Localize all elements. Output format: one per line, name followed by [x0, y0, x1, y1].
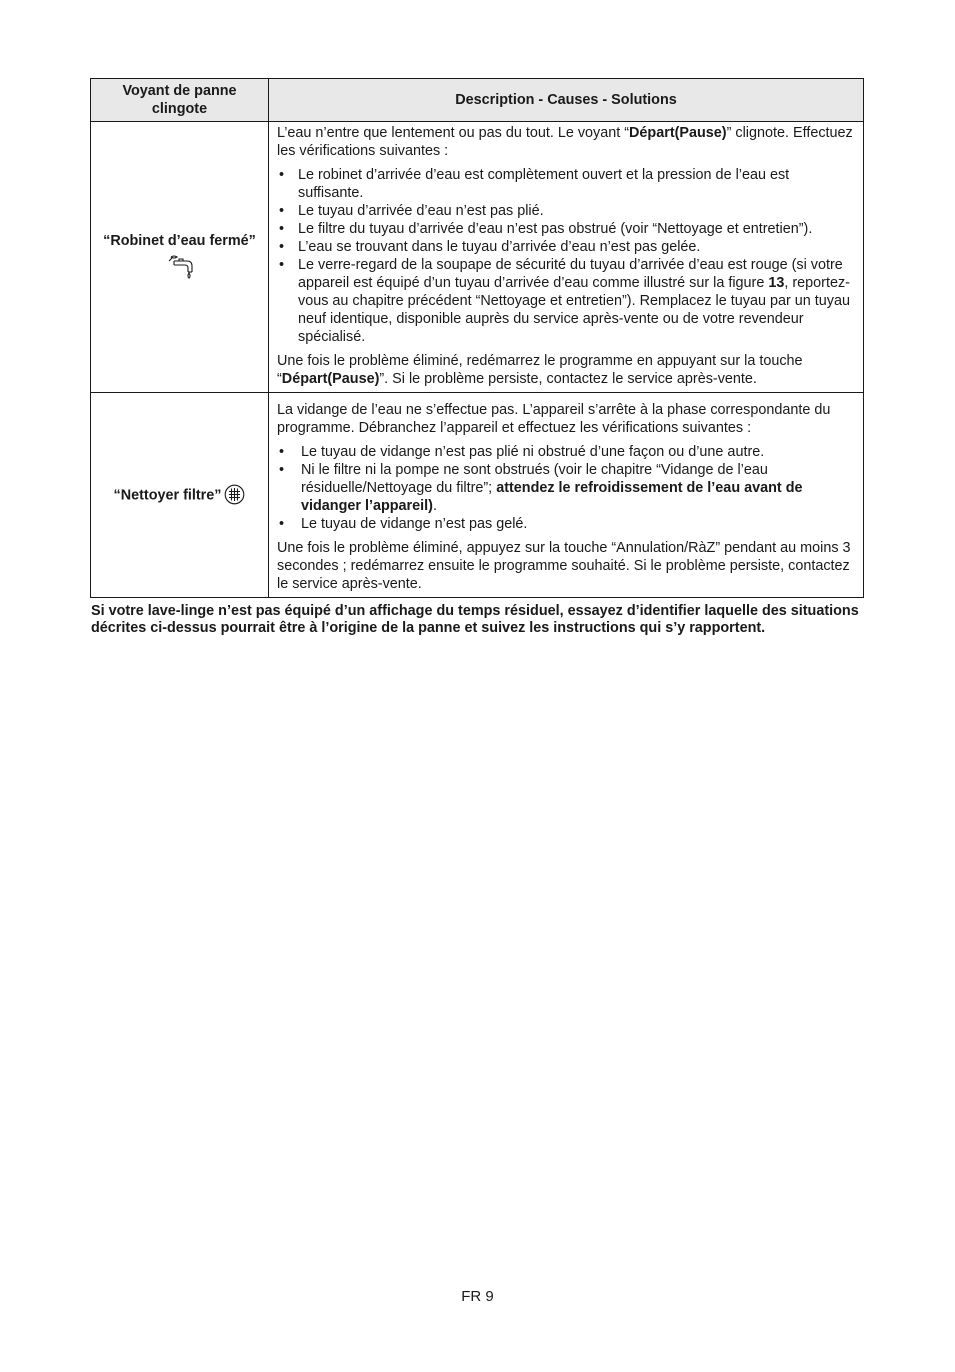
list-item: • Le tuyau d’arrivée d’eau n’est pas plié.: [277, 202, 857, 220]
list-item: • Le filtre du tuyau d’arrivée d’eau n’est pas obstrué (voir “Nettoyage et entretien”).: [277, 220, 857, 238]
list-item: • Ni le filtre ni la pompe ne sont obstrués (voir le chapitre “Vidange de l’eau résiduelle/Nettoyage du filtre”; attendez le refroidissement de l’eau avant de vidanger l’appareil).: [277, 461, 857, 515]
table-header-row: [91, 79, 864, 122]
table-row: [91, 393, 864, 598]
check-list: [277, 443, 857, 533]
page-number: FR 9: [461, 1288, 494, 1305]
description-outro: Une fois le problème éliminé, redémarrez le programme en appuyant sur la touche “Départ(Pause)”. Si le problème persiste, contactez le service après-vente.: [277, 353, 803, 387]
faucet-icon: [165, 254, 195, 282]
description-intro: L’eau n’entre que lentement ou pas du tout. Le voyant “Départ(Pause)” clignote. Effectuez les vérifications suivantes :: [277, 125, 853, 159]
footnote: Si votre lave-linge n’est pas équipé d’un affichage du temps résiduel, essayez d’identifier laquelle des situations décrites ci-dessus pourrait être à l’origine de la panne et suivez les instructions qui s’y rapportent.: [91, 603, 859, 636]
filter-icon: [224, 484, 245, 505]
description-intro: La vidange de l’eau ne s’effectue pas. L’appareil s’arrête à la phase correspondante du programme. Débranchez l’appareil et effectuez les vérifications suivantes :: [277, 402, 831, 436]
list-item: • Le verre-regard de la soupape de sécurité du tuyau d’arrivée d’eau est rouge (si votre appareil est équipé d’un tuyau d’arrivée d’eau comme illustré sur la figure 13, reportez-vous au chapitre précédent “Nettoyage et entretien”). Remplacez le tuyau par un tuyau neuf identique, disponible auprès du service après-vente ou de votre revendeur spécialisé.: [277, 256, 857, 346]
table-row: [91, 122, 864, 393]
header-indicator: Voyant de panne clingote: [91, 79, 269, 122]
row-description-tap-closed: [269, 122, 864, 393]
indicator-label: “Nettoyer filtre”: [113, 486, 222, 503]
list-item: • Le tuyau de vidange n’est pas plié ni obstrué d’une façon ou d’une autre.: [277, 443, 857, 461]
row-indicator-tap-closed: [91, 122, 269, 393]
row-description-clean-filter: [269, 393, 864, 598]
header-description: Description - Causes - Solutions: [269, 79, 864, 122]
list-item: • Le tuyau de vidange n’est pas gelé.: [277, 515, 857, 533]
troubleshooting-table: [90, 78, 864, 598]
row-indicator-clean-filter: [91, 393, 269, 598]
list-item: • L’eau se trouvant dans le tuyau d’arrivée d’eau n’est pas gelée.: [277, 238, 857, 256]
description-outro: Une fois le problème éliminé, appuyez sur la touche “Annulation/RàZ” pendant au moins 3 secondes ; redémarrez ensuite le programme souhaité. Si le problème persiste, contactez le service après-vente.: [277, 540, 851, 592]
list-item: • Le robinet d’arrivée d’eau est complètement ouvert et la pression de l’eau est suffisante.: [277, 166, 857, 202]
check-list: [277, 166, 857, 346]
indicator-label: “Robinet d’eau fermé”: [103, 233, 256, 249]
